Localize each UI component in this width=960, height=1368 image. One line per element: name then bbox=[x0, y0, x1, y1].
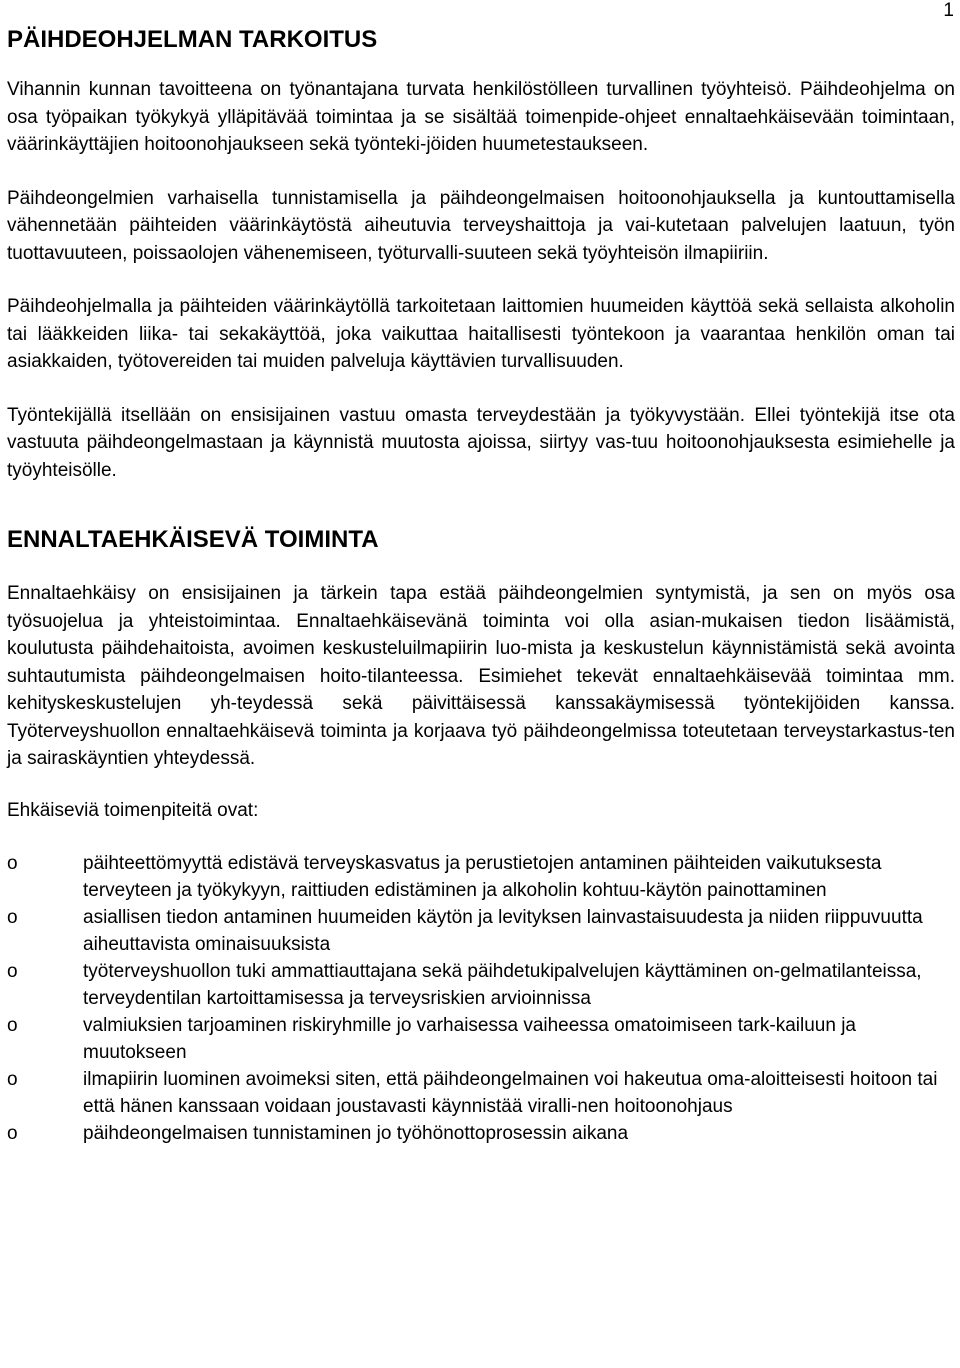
list-item bbox=[7, 1012, 955, 1066]
page-number: 1 bbox=[943, 0, 954, 21]
list-item-text: asiallisen tiedon antaminen huumeiden käytön ja levityksen lainvastaisuudesta ja niiden riippuvuutta aiheuttavista ominaisuuksista bbox=[83, 907, 923, 955]
list-intro: Ehkäiseviä toimenpiteitä ovat: bbox=[7, 799, 259, 821]
bullet-icon: o bbox=[7, 907, 18, 928]
list-item-text: valmiuksien tarjoaminen riskiryhmille jo varhaisessa vaiheessa omatoimiseen tark-kailuun ja muutokseen bbox=[83, 1015, 856, 1063]
list-item-text: työterveyshuollon tuki ammattiauttajana sekä päihdetukipalvelujen käyttäminen on-gelmatilanteissa, terveydentilan kartoittamisessa ja terveysriskien arvioinnissa bbox=[83, 961, 922, 1009]
bullet-icon: o bbox=[7, 961, 18, 982]
prevention-list bbox=[7, 850, 955, 1147]
paragraph: Päihdeohjelmalla ja päihteiden väärinkäytöllä tarkoitetaan laittomien huumeiden käyttöä sekä sellaista alkoholin tai lääkkeiden liika- tai sekakäyttöä, joka vaikuttaa haitallisesti työntekoon ja vaarantaa henkilön oman tai asiakkaiden, työtovereiden tai muiden palveluja käyttävien turvallisuuden. bbox=[7, 296, 955, 372]
list-item bbox=[7, 1066, 955, 1120]
list-item bbox=[7, 850, 955, 904]
paragraph: Päihdeongelmien varhaisella tunnistamisella ja päihdeongelmaisen hoitoonohjauksella ja kuntouttamisella vähennetään päihteiden väärinkäytöstä aiheutuvia terveyshaittoja ja vai-kutetaan palvelujen laatuun, työn tuottavuuteen, poissaolojen vähenemiseen, työturvalli-suuteen sekä työyhteisön ilmapiiriin. bbox=[7, 187, 955, 264]
bullet-icon: o bbox=[7, 1069, 18, 1090]
paragraph: Työntekijällä itsellään on ensisijainen vastuu omasta terveydestään ja työkyvystään. Ellei työntekijä itse ota vastuuta päihdeongelmastaan ja käynnistä muutosta ajoissa, siirtyy vas-tuu hoitoonohjauksesta esimiehelle ja työyhteisölle. bbox=[7, 404, 955, 481]
list-item-text: päihteettömyyttä edistävä terveyskasvatus ja perustietojen antaminen päihteiden vaikutuksesta terveyteen ja työkykyyn, raittiuden edistäminen ja alkoholin kohtuu-käytön painottaminen bbox=[83, 853, 882, 901]
list-item-text: ilmapiirin luominen avoimeksi siten, että päihdeongelmainen voi hakeutua oma-aloitteisesti hoitoon tai että hänen kanssaan voidaan joustavasti käynnistää viralli-nen hoitoonohjaus bbox=[83, 1069, 938, 1117]
paragraph: Vihannin kunnan tavoitteena on työnantajana turvata henkilöstölleen turvallinen työyhteisö. Päihdeohjelma on osa työpaikan työkykyä ylläpitävää toimintaa ja se sisältää toimenpide-ohjeet ennaltaehkäisevään toimintaan, väärinkäyttäjien hoitoonohjaukseen sekä työnteki-jöiden huumetestaukseen. bbox=[7, 79, 955, 155]
bullet-icon: o bbox=[7, 853, 18, 874]
list-item bbox=[7, 1120, 955, 1147]
paragraph: Ennaltaehkäisy on ensisijainen ja tärkein tapa estää päihdeongelmien syntymistä, ja sen on myös osa työsuojelua ja yhteistoimintaa. Ennaltaehkäisevänä toiminta voi olla asian-mukaisen tiedon lisäämistä, koulutusta päihdehaitoista, avoimen keskusteluilmapiirin luo-mista ja keskustelun käynnistämistä sekä avointa suhtautumista päihdeongelmaisen hoito-tilanteessa. Esimiehet tekevät ennaltaehkäisevää toimintaa mm. kehityskeskustelujen yh-teydessä sekä päivittäisessä kanssakäymisessä työntekijöiden kanssa. Työterveyshuollon ennaltaehkäisevä toiminta ja korjaava työ päihdeongelmissa toteutetaan terveystarkastus-ten ja sairaskäyntien yhteydessä. bbox=[7, 583, 955, 769]
document-body bbox=[7, 24, 955, 1147]
bullet-icon: o bbox=[7, 1123, 18, 1144]
list-item bbox=[7, 958, 955, 1012]
bullet-icon: o bbox=[7, 1015, 18, 1036]
section-heading-purpose: PÄIHDEOHJELMAN TARKOITUS bbox=[7, 26, 378, 53]
section-heading-prevention: ENNALTAEHKÄISEVÄ TOIMINTA bbox=[7, 526, 379, 553]
list-item bbox=[7, 904, 955, 958]
list-item-text: päihdeongelmaisen tunnistaminen jo työhönottoprosessin aikana bbox=[83, 1123, 629, 1144]
